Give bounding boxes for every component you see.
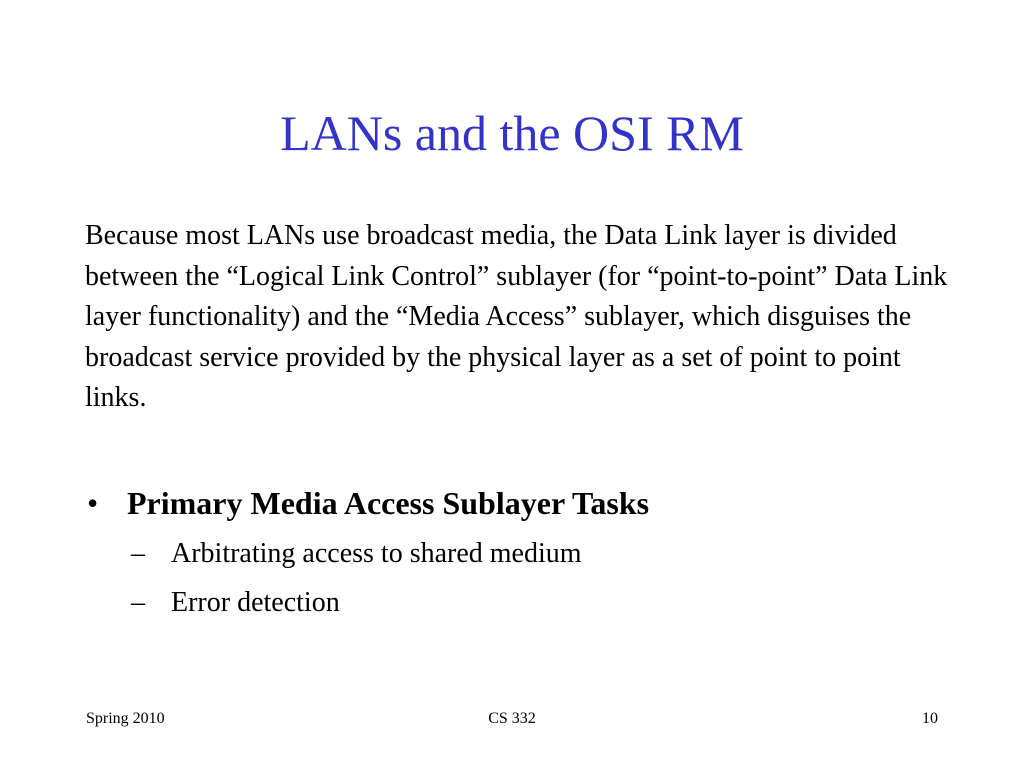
bullet-text: Primary Media Access Sublayer Tasks	[127, 485, 650, 521]
footer-date: Spring 2010	[86, 710, 165, 727]
footer-page-number: 10	[922, 710, 938, 727]
footer-course: CS 332	[488, 710, 536, 727]
sub-item-text: Arbitrating access to shared medium	[171, 538, 582, 569]
sub-item	[130, 585, 930, 621]
sub-item-marker: –	[131, 538, 145, 569]
bullet-marker: •	[87, 485, 99, 521]
bullet-item	[85, 481, 965, 525]
slide-title: LANs and the OSI RM	[280, 105, 744, 161]
sub-item-text: Error detection	[171, 587, 340, 618]
sub-item-marker: –	[131, 587, 145, 618]
sub-item	[130, 536, 930, 572]
body-paragraph: Because most LANs use broadcast media, the Data Link layer is divided between the “Logical Link Control” sublayer (for “point-to-point” Data Link layer functionality) and the “Media Access” sublayer, which disguises the broadcast service provided by the physical layer as a set of point to point links.	[85, 220, 948, 413]
